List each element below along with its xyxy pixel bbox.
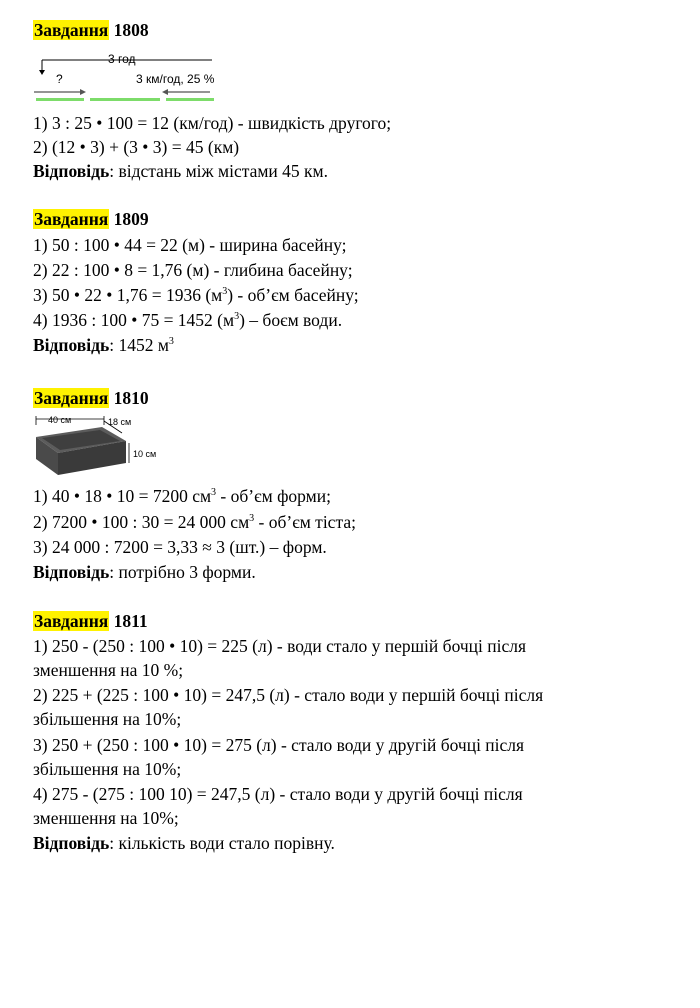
step-line: 2) (12 • 3) + (3 • 3) = 45 (км) — [33, 137, 240, 157]
answer-label: Відповідь — [33, 161, 110, 181]
step-line: 3) 24 000 : 7200 = 3,33 ≈ 3 (шт.) – форм. — [33, 537, 327, 557]
task-heading-label: Завдання — [34, 611, 109, 631]
step-line: 1) 3 : 25 • 100 = 12 (км/год) - швидкість другого; — [33, 113, 392, 133]
step-line — [33, 283, 359, 307]
step-main: 4) 1936 : 100 • 75 = 1452 (м — [33, 310, 235, 330]
task-heading-number: 1808 — [113, 20, 149, 40]
superscript: 3 — [249, 513, 255, 524]
answer-text: : відстань між містами 45 км. — [109, 161, 328, 181]
task-1810-heading — [33, 386, 149, 410]
step-line: зменшення на 10 %; — [33, 660, 184, 680]
step-line — [33, 308, 342, 332]
answer-label: Відповідь — [33, 335, 110, 355]
step-line — [33, 484, 331, 508]
step-line: збільшення на 10%; — [33, 759, 182, 779]
step-line: 4) 275 - (275 : 100 10) = 247,5 (л) - стало води у другій бочці після — [33, 784, 523, 804]
height-label: 10 см — [133, 449, 157, 459]
superscript: 3 — [234, 311, 240, 322]
task-1811-heading — [33, 609, 148, 633]
step-tail: - об’єм форми; — [216, 486, 331, 506]
superscript: 3 — [222, 286, 228, 297]
task-1809-heading — [33, 207, 149, 231]
superscript: 3 — [211, 487, 217, 498]
task-heading-number: 1810 — [113, 388, 149, 408]
unknown-distance-label: ? — [56, 72, 63, 86]
step-tail: ) – боєм води. — [239, 310, 343, 330]
step-tail: ) - об’єм басейну; — [227, 285, 359, 305]
task-heading-label: Завдання — [34, 388, 109, 408]
step-line: 3) 250 + (250 : 100 • 10) = 275 (л) - стало води у другій бочці після — [33, 735, 525, 755]
baking-tray-image — [32, 413, 182, 483]
task-1808-heading — [33, 18, 149, 42]
answer-line — [33, 560, 256, 584]
superscript: 3 — [168, 336, 174, 347]
answer-line — [33, 831, 335, 855]
time-label: 3 год — [108, 52, 136, 66]
answer-text: : кількість води стало порівну. — [109, 833, 335, 853]
answer-line — [33, 333, 174, 357]
answer-text: : 1452 м — [109, 335, 169, 355]
task-heading-label: Завдання — [34, 20, 109, 40]
step-main: 1) 40 • 18 • 10 = 7200 см — [33, 486, 212, 506]
task-heading-number: 1811 — [113, 611, 148, 631]
task-heading-label: Завдання — [34, 209, 109, 229]
step-line: 1) 250 - (250 : 100 • 10) = 225 (л) - води стало у першій бочці після — [33, 636, 527, 656]
answer-line — [33, 159, 328, 183]
step-line: 2) 22 : 100 • 8 = 1,76 (м) - глибина басейну; — [33, 260, 353, 280]
step-line: збільшення на 10%; — [33, 709, 182, 729]
step-tail: - об’єм тіста; — [254, 512, 356, 532]
motion-diagram — [30, 46, 270, 108]
step-main: 3) 50 • 22 • 1,76 = 1936 (м — [33, 285, 223, 305]
step-line — [33, 510, 356, 534]
step-main: 2) 7200 • 100 : 30 = 24 000 см — [33, 512, 250, 532]
step-line: 1) 50 : 100 • 44 = 22 (м) - ширина басейну; — [33, 235, 347, 255]
length-label: 40 см — [48, 415, 72, 425]
width-label: 18 см — [108, 417, 132, 427]
step-line: зменшення на 10%; — [33, 808, 179, 828]
speed-label: 3 км/год, 25 % — [136, 72, 215, 86]
task-heading-number: 1809 — [113, 209, 149, 229]
answer-label: Відповідь — [33, 562, 110, 582]
answer-label: Відповідь — [33, 833, 110, 853]
step-line: 2) 225 + (225 : 100 • 10) = 247,5 (л) - стало води у першій бочці після — [33, 685, 544, 705]
answer-text: : потрібно 3 форми. — [109, 562, 256, 582]
